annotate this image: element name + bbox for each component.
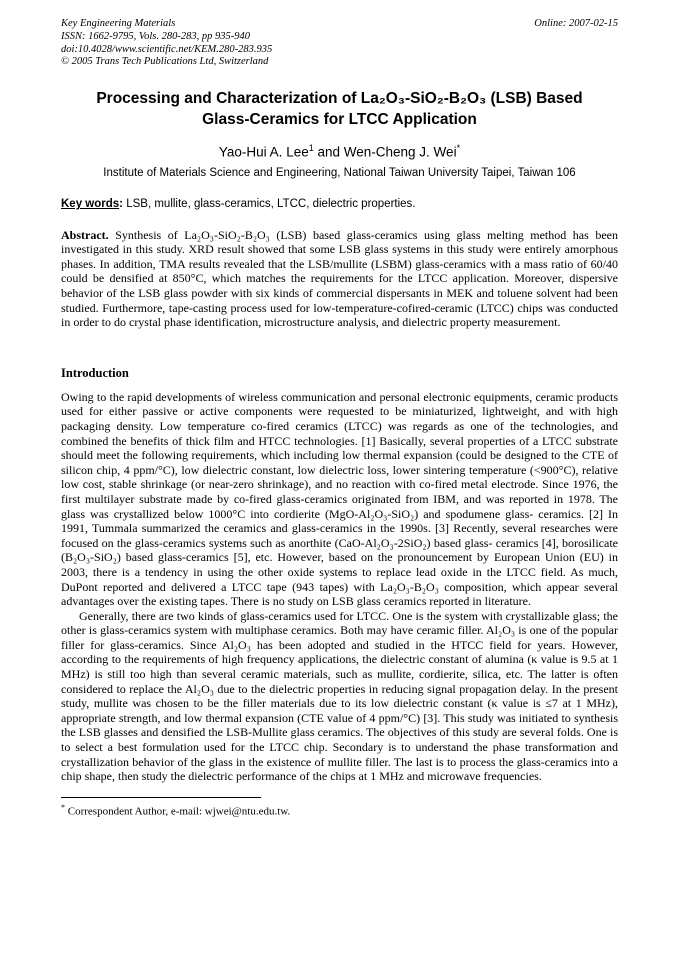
keywords-line (61, 197, 618, 211)
author-2-superscript: * (456, 143, 461, 154)
online-date: Online: 2007-02-15 (534, 18, 618, 29)
introduction-heading: Introduction (61, 365, 129, 380)
author-connector: and (313, 144, 344, 160)
copyright-line: © 2005 Trans Tech Publications Ltd, Switzerland (61, 56, 269, 68)
footnote-separator (61, 797, 261, 798)
author-1-superscript: 1 (308, 143, 314, 154)
journal-name: Key Engineering Materials (61, 18, 176, 29)
doi-line: doi:10.4028/www.scientific.net/KEM.280-283.935 (61, 43, 273, 55)
abstract-text: Synthesis of La₂O₃-SiO₂-B₂O₃ (LSB) based glass-ceramics using glass melting method has been investigated in this study. XRD result showed that some LSB glass systems in this study were entirely amorphous phases. In addition, TMA results revealed that the LSB/mullite (LSBM) glass-ceramics with a mass ratio of 60/40 could be densified at 850°C, which matches the requirements for the LTCC application. Moreover, dispersive behavior of the LSB glass powder with six kinds of commercial dispersants in MEK and toluene solvent had been studied. Furthermore, tape-casting process used for low-temperature-cofired-ceramic (LTCC) chips was conducted in order to do crystal phase identification, microstructure analysis, and dielectric property measurement. (61, 227, 618, 330)
introduction-paragraph-1: Owing to the rapid developments of wireless communication and personal electronic equipments, ceramic products used for either passive or active components were requested to be miniaturized, lightweight, and with high packaging density. Low temperature co-fired ceramics (LTCC) was regards as one of the technologies, and combined the benefits of thick film and HTCC technologies. [1] Basically, several properties of a LTCC substrate should meet the following requirements, which including low thermal expansion (could be designed to the CTE of silicon chip, 4 ppm/°C), low dielectric constant, low dielectric loss, lower sintering temperature (<900°C), relative low cost, stable shrinkage (or near-zero shrinkage), and no reaction with co-fired metal electrode. Since 1976, the first multilayer substrate made by co-fired glass-ceramics originated from IBM, and was reported in 1978. The glass was crystallized below 1000°C into cordierite (MgO-Al₂O₃-SiO₂) and spodumene glass- ceramics. [2] In 1991, Tummala summarized the ceramics and glass-ceramics in the 1990s. [3] Recently, several researches were focused on the glass-ceramics systems such as anorthite (CaO-Al₂O₃-2SiO₂) based glass- ceramics [4], borosilicate (B₂O₃-SiO₂) based glass-ceramics [5], etc. However, based on the pronouncement by European Union (EU) in 2003, there is a tendency in using the other oxide systems to replace lead oxide in the LTCC field. As much, DuPont reported and delivered a LTCC tape (943 tapes) with La₂O₃-B₂O₃ composition, which appear several advantages over the existing tapes. There is no study on LSB glass ceramics reported in literature. (61, 389, 618, 609)
paper-title-line2: Glass-Ceramics for LTCC Application (202, 110, 477, 128)
author-2: Wen-Cheng J. Wei (343, 144, 457, 160)
keywords-colon: : (119, 198, 124, 211)
affiliation: Institute of Materials Science and Engineering, National Taiwan University Taipei, Taiwan 106 (103, 167, 576, 180)
keywords-label: Key words (61, 198, 120, 211)
publication-info (61, 18, 272, 69)
publication-header (61, 18, 618, 69)
paper-title (61, 89, 618, 130)
introduction-paragraph-2: Generally, there are two kinds of glass-ceramics used for LTCC. One is the system with crystallizable glass; the other is glass-ceramics system with multiphase ceramics. Both may have ceramic filler. Al₂O₃ is one of the popular filler for glass-ceramics. Since Al₂O₃ has been adopted and studied in the HTCC field for years. However, according to the requirements of high frequency applications, the dielectric constant of alumina (κ value is 9.5 at 1 MHz) is still too high than several ceramic materials, such as mullite, cordierite, silica, etc. The latter is often considered to replace the Al₂O₃ due to the dielectric properties in reducing signal propagation delay. In the present study, mullite was chosen to be the filler materials due to its low dielectric constant (κ value is ≤7 at 1 MHz), appropriate strength, and low thermal expansion (CTE value of 4 ppm/°C) [3]. This study was initiated to synthesis the LSB glasses and densified the LSB-Mullite glass ceramics. The objectives of this study are several folds. One is to select a best formulation used for the LTCC chip. Secondary is to understand the phase transformation and crystallization behavior of the glass in the existence of mullite filler. The last is to process the glass-ceramics into a chip shape, then study the dielectric performance of the chips at 1 MHz and microwave frequencies. (61, 608, 618, 784)
footnote-asterisk: * (61, 802, 65, 812)
issn-line: ISSN: 1662-9795, Vols. 280-283, pp 935-940 (61, 30, 250, 42)
correspondent-footnote (61, 803, 618, 819)
author-1: Yao-Hui A. Lee (218, 144, 309, 160)
paper-title-line1: Processing and Characterization of La₂O₃-SiO₂-B₂O₃ (LSB) Based (96, 90, 583, 108)
keywords-text: LSB, mullite, glass-ceramics, LTCC, dielectric properties. (123, 198, 416, 211)
author-line (61, 143, 618, 161)
abstract-label: Abstract. (61, 227, 109, 242)
footnote-text: Correspondent Author, e-mail: wjwei@ntu.edu.tw. (65, 805, 291, 818)
abstract-paragraph (61, 228, 618, 330)
